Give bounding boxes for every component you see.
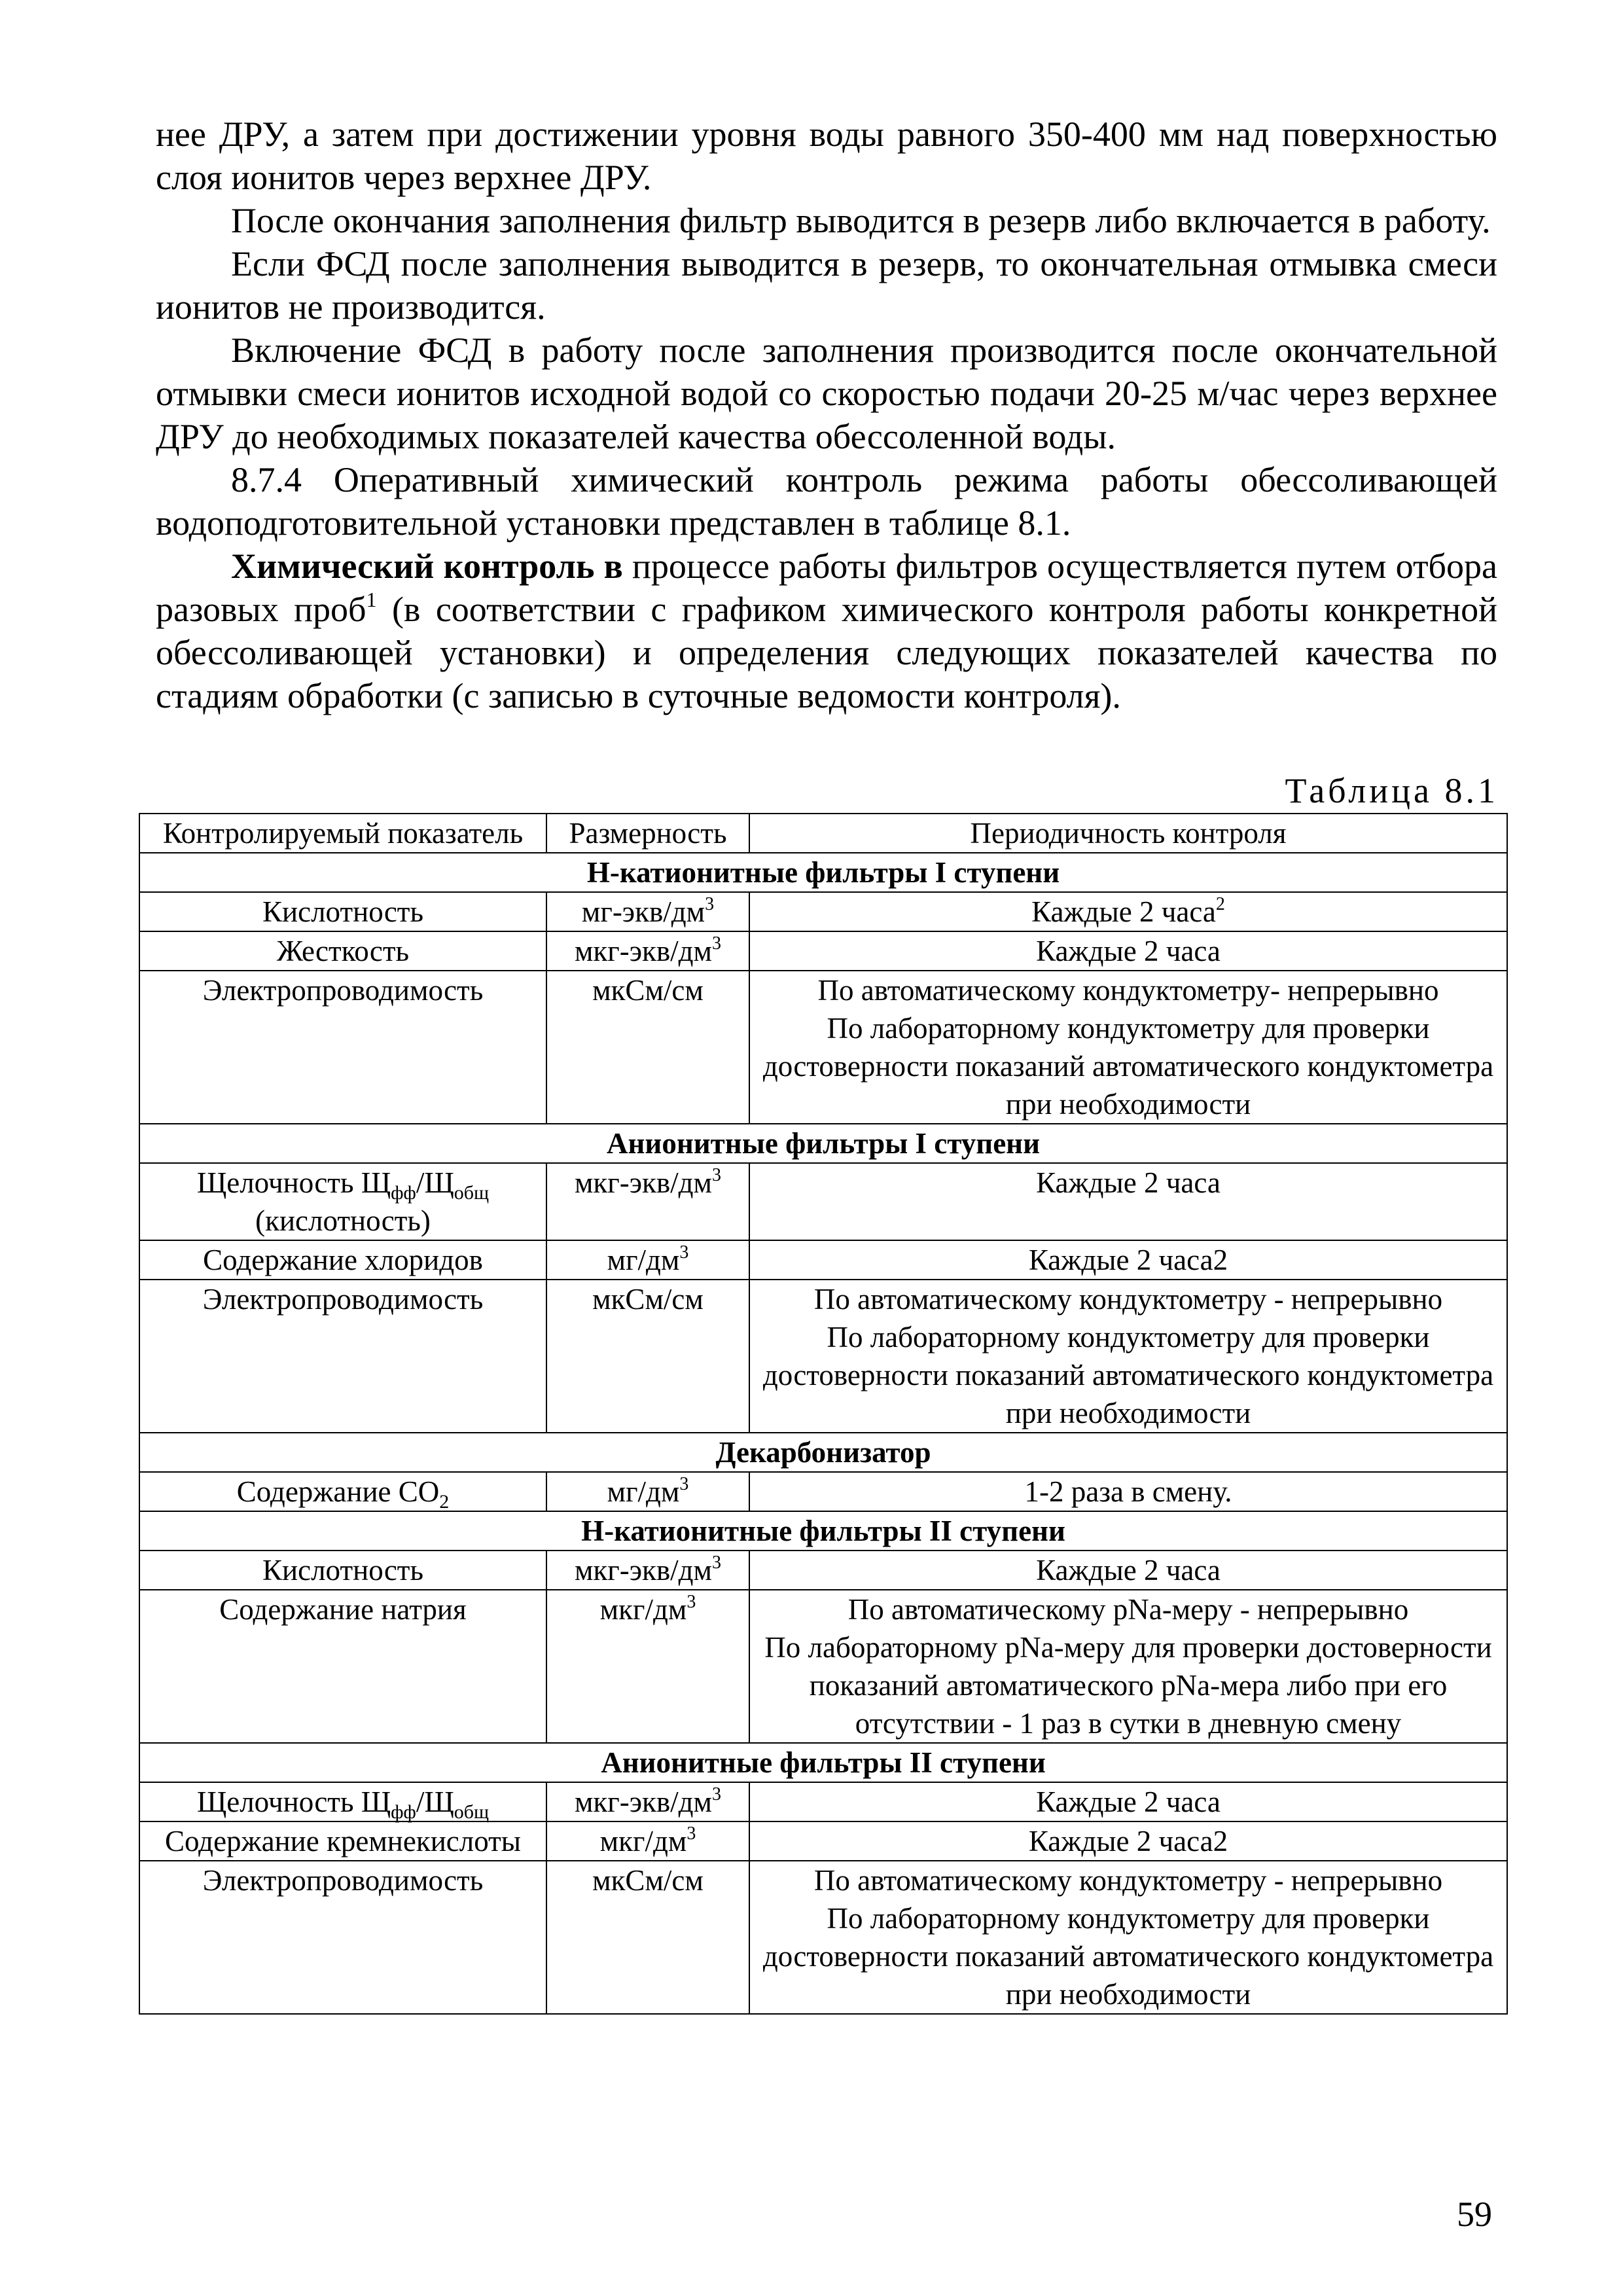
- unit-text: мкг/дм: [599, 1593, 687, 1626]
- page-number: 59: [1457, 2195, 1492, 2234]
- unit-text: мкг-экв/дм: [574, 1554, 713, 1587]
- section-row: [139, 1433, 1507, 1472]
- parameter-text: Щелочность Щ: [196, 1166, 391, 1199]
- unit-exponent: 3: [679, 1242, 689, 1263]
- periodicity-cell: [749, 971, 1507, 1124]
- unit-text: мкСм/см: [592, 974, 704, 1007]
- paragraph-2: После окончания заполнения фильтр выводится в резерв либо включается в работу.: [231, 201, 1491, 240]
- paragraph-3: Если ФСД после заполнения выводится в резерв, то окончательная отмывка смеси ионитов не производится.: [156, 244, 1497, 327]
- periodicity-cell: [749, 1590, 1507, 1743]
- section-title: Н-катионитные фильтры I ступени: [139, 853, 1507, 892]
- periodicity-line: По лабораторному кондуктометру для проверки достоверности показаний автоматического кондуктометра при необходимости: [762, 1902, 1494, 2011]
- unit-cell: [546, 971, 749, 1124]
- parameter-subscript: общ: [454, 1801, 490, 1823]
- section-row: [139, 853, 1507, 892]
- unit-cell: [546, 892, 749, 931]
- parameter-subscript: общ: [454, 1182, 490, 1204]
- header-parameter: Контролируемый показатель: [139, 814, 546, 853]
- unit-exponent: 3: [705, 894, 715, 914]
- table-caption: Таблица 8.1: [1285, 771, 1499, 810]
- unit-cell: [546, 931, 749, 971]
- unit-exponent: 3: [679, 1474, 689, 1494]
- periodicity-line: По лабораторному кондуктометру для проверки достоверности показаний автоматического кондуктометра при необходимости: [762, 1012, 1494, 1121]
- parameter-cell: Электропроводимость: [139, 971, 546, 1124]
- unit-text: мг-экв/дм: [581, 895, 705, 928]
- parameter-text: Содержание СО: [236, 1475, 440, 1508]
- parameter-cell: Содержание натрия: [139, 1590, 546, 1743]
- table-row: [139, 1240, 1507, 1280]
- periodicity-cell: [749, 1280, 1507, 1433]
- body-text: [156, 113, 1497, 717]
- table-row: [139, 892, 1507, 931]
- unit-text: мкг/дм: [599, 1825, 687, 1857]
- table-row: [139, 1782, 1507, 1821]
- header-periodicity: Периодичность контроля: [749, 814, 1507, 853]
- periodicity-cell: [749, 1821, 1507, 1861]
- parameter-subscript: фф: [391, 1801, 416, 1823]
- parameter-text: /Щ: [416, 1785, 454, 1818]
- unit-cell: [546, 1472, 749, 1511]
- unit-text: мкСм/см: [592, 1283, 704, 1316]
- unit-cell: [546, 1280, 749, 1433]
- periodicity-cell: [749, 1163, 1507, 1240]
- footnote-marker: 1: [366, 588, 377, 611]
- unit-exponent: 3: [712, 1165, 722, 1185]
- parameter-cell: [139, 1472, 546, 1511]
- header-unit: Размерность: [546, 814, 749, 853]
- table-header-row: [139, 814, 1507, 853]
- section-row: [139, 1511, 1507, 1551]
- parameter-text: Щелочность Щ: [196, 1785, 391, 1818]
- unit-cell: [546, 1590, 749, 1743]
- section-title: Анионитные фильтры II ступени: [139, 1743, 1507, 1782]
- unit-text: мкг-экв/дм: [574, 1166, 713, 1199]
- unit-exponent: 3: [712, 933, 722, 954]
- periodicity-text: Каждые 2 часа2: [1028, 1244, 1228, 1276]
- table-row: [139, 931, 1507, 971]
- unit-cell: [546, 1551, 749, 1590]
- section-title: Анионитные фильтры I ступени: [139, 1124, 1507, 1163]
- parameter-cell: Электропроводимость: [139, 1861, 546, 2014]
- parameter-cell: Жесткость: [139, 931, 546, 971]
- parameter-text: (кислотность): [255, 1204, 431, 1237]
- section-row: [139, 1124, 1507, 1163]
- table-row: [139, 1472, 1507, 1511]
- paragraph-6-text-b: (в соответствии с графиком химического контроля работы конкретной обессоливающей установки) и определения следующих показателей качества по стадиям обработки (с записью в суточные ведомости контроля).: [156, 590, 1497, 715]
- parameter-cell: Электропроводимость: [139, 1280, 546, 1433]
- unit-cell: [546, 1240, 749, 1280]
- parameter-text: /Щ: [416, 1166, 454, 1199]
- unit-text: мкСм/см: [592, 1864, 704, 1897]
- table-row: [139, 1280, 1507, 1433]
- table-row: [139, 1163, 1507, 1240]
- parameter-cell: [139, 1163, 546, 1240]
- parameter-cell: Содержание кремнекислоты: [139, 1821, 546, 1861]
- section-title: Декарбонизатор: [139, 1433, 1507, 1472]
- periodicity-cell: [749, 892, 1507, 931]
- periodicity-text: Каждые 2 часа: [1036, 1785, 1221, 1818]
- periodicity-cell: [749, 1240, 1507, 1280]
- section-row: [139, 1743, 1507, 1782]
- unit-cell: [546, 1163, 749, 1240]
- table-row: [139, 1821, 1507, 1861]
- unit-cell: [546, 1782, 749, 1821]
- unit-text: мкг-экв/дм: [574, 935, 713, 967]
- periodicity-cell: [749, 1782, 1507, 1821]
- periodicity-text: 1-2 раза в смену.: [1024, 1475, 1232, 1508]
- table-row: [139, 971, 1507, 1124]
- table-row: [139, 1551, 1507, 1590]
- periodicity-text: Каждые 2 часа: [1031, 895, 1216, 928]
- parameter-cell: Кислотность: [139, 1551, 546, 1590]
- unit-cell: [546, 1821, 749, 1861]
- paragraph-6: [156, 545, 1497, 717]
- parameter-cell: Содержание хлоридов: [139, 1240, 546, 1280]
- parameter-subscript: фф: [391, 1182, 416, 1204]
- chemical-control-table: [139, 813, 1508, 2015]
- parameter-cell: [139, 1782, 546, 1821]
- unit-exponent: 3: [712, 1552, 722, 1573]
- unit-text: мг/дм: [607, 1475, 680, 1508]
- paragraph-1: нее ДРУ, а затем при достижении уровня воды равного 350-400 мм над поверхностью слоя ионитов через верхнее ДРУ.: [156, 115, 1497, 197]
- parameter-subscript: 2: [439, 1491, 450, 1513]
- paragraph-5: 8.7.4 Оперативный химический контроль режима работы обессоливающей водоподготовительной установки представлен в таблице 8.1.: [156, 460, 1497, 543]
- periodicity-text: Каждые 2 часа2: [1028, 1825, 1228, 1857]
- unit-exponent: 3: [712, 1784, 722, 1804]
- periodicity-line: По лабораторному pNa-меру для проверки достоверности показаний автоматического pNa-мера либо при его отсутствии - 1 раз в сутки в дневную смену: [764, 1631, 1492, 1740]
- unit-exponent: 3: [687, 1592, 696, 1612]
- parameter-cell: Кислотность: [139, 892, 546, 931]
- periodicity-text: Каждые 2 часа: [1036, 1554, 1221, 1587]
- periodicity-line: По автоматическому кондуктометру - непрерывно: [813, 1283, 1443, 1316]
- footnote-marker: 2: [1215, 894, 1225, 914]
- periodicity-cell: [749, 1861, 1507, 2014]
- periodicity-cell: [749, 931, 1507, 971]
- periodicity-cell: [749, 1472, 1507, 1511]
- unit-text: мг/дм: [607, 1244, 680, 1276]
- periodicity-text: Каждые 2 часа: [1036, 1166, 1221, 1199]
- unit-cell: [546, 1861, 749, 2014]
- table-row: [139, 1861, 1507, 2014]
- periodicity-line: По автоматическому pNa-меру - непрерывно: [847, 1593, 1409, 1626]
- periodicity-line: По лабораторному кондуктометру для проверки достоверности показаний автоматического кондуктометра при необходимости: [762, 1321, 1494, 1429]
- section-title: Н-катионитные фильтры II ступени: [139, 1511, 1507, 1551]
- paragraph-6-text-a: процессе работы фильтров осуществляется путем отбора разовых проб: [156, 547, 1497, 629]
- periodicity-line: По автоматическому кондуктометру- непрерывно: [817, 974, 1439, 1007]
- unit-exponent: 3: [687, 1823, 696, 1844]
- paragraph-4: Включение ФСД в работу после заполнения производится после окончательной отмывки смеси ионитов исходной водой со скоростью подачи 20-25 м/час через верхнее ДРУ до необходимых показателей качества обессоленной воды.: [156, 331, 1497, 456]
- unit-text: мкг-экв/дм: [574, 1785, 713, 1818]
- table-row: [139, 1590, 1507, 1743]
- periodicity-cell: [749, 1551, 1507, 1590]
- periodicity-text: Каждые 2 часа: [1036, 935, 1221, 967]
- periodicity-line: По автоматическому кондуктометру - непрерывно: [813, 1864, 1443, 1897]
- paragraph-6-bold-lead: Химический контроль в: [231, 547, 623, 586]
